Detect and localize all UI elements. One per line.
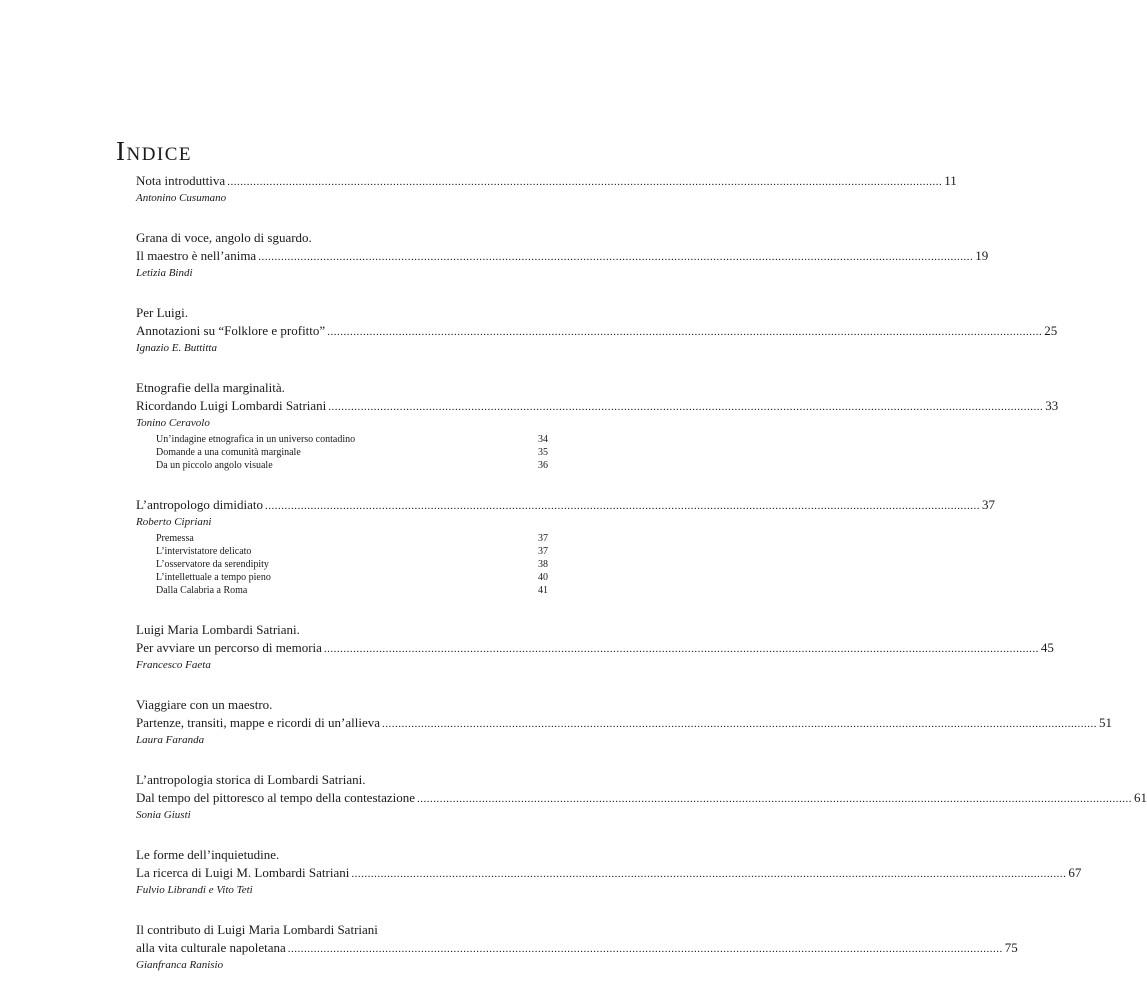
toc-subsection — [156, 545, 548, 558]
dot-leader: ............................................................................................................................................................................................................................ — [327, 326, 1043, 338]
toc-subsection-page: 37 — [538, 533, 548, 544]
toc-entry-line — [136, 771, 548, 789]
dot-leader: ............................................................................................................................................................................................................................ — [258, 251, 974, 263]
toc-entry-title: Per Luigi. — [136, 305, 188, 320]
toc-subsection-title: Un’indagine etnografica in un universo contadino — [156, 434, 356, 445]
toc-entry-line — [136, 639, 1054, 658]
toc-subsection — [156, 446, 548, 459]
dot-leader: ............................................................................................................................................................................................................................ — [227, 176, 943, 188]
toc-subsections — [136, 433, 548, 472]
toc-entry-line — [136, 172, 957, 191]
toc-subsection-page: 41 — [538, 585, 548, 596]
dot-leader: ............................................................................................................................................................................................................................ — [417, 793, 1133, 805]
toc-entry-line — [136, 846, 548, 864]
toc-subsection-title: L’osservatore da serendipity — [156, 559, 269, 570]
toc-subsection — [156, 532, 548, 545]
page-title: Indice — [116, 136, 193, 166]
toc-entry-title: L’antropologia storica di Lombardi Satriani. — [136, 772, 366, 787]
toc-subsection-page: 40 — [538, 572, 548, 583]
toc-entry-title: Ricordando Luigi Lombardi Satriani — [136, 398, 327, 413]
dot-leader: ............................................................................................................................................................................................................................ — [328, 401, 1044, 413]
toc-entry — [136, 771, 1147, 822]
toc-entry — [136, 229, 989, 280]
dot-leader: ............................................................................................................................................................................................................................ — [382, 718, 1098, 730]
toc-author: Antonino Cusumano — [136, 192, 227, 204]
toc-subsection — [156, 433, 548, 446]
toc-entry-title: Le forme dell’inquietudine. — [136, 847, 280, 862]
toc-author: Tonino Ceravolo — [136, 417, 210, 429]
toc-page-number: 33 — [1045, 398, 1059, 413]
toc-entry-title: Annotazioni su “Folklore e profitto” — [136, 323, 326, 338]
dot-leader: ............................................................................................................................................................................................................................ — [287, 943, 1003, 955]
toc-subsection-title: Premessa — [156, 533, 194, 544]
toc-entry-title: Luigi Maria Lombardi Satriani. — [136, 622, 300, 637]
toc-subsection-title: Dalla Calabria a Roma — [156, 585, 248, 596]
toc-entry-title: alla vita culturale napoletana — [136, 940, 286, 955]
toc-page-number: 45 — [1040, 640, 1054, 655]
toc-author: Ignazio E. Buttitta — [136, 342, 217, 354]
toc-page-number: 37 — [981, 497, 995, 512]
toc-entry-line — [136, 621, 548, 639]
toc-subsection-page: 38 — [538, 559, 548, 570]
toc-author: Laura Faranda — [136, 734, 205, 746]
toc-entry-title: Viaggiare con un maestro. — [136, 697, 273, 712]
toc-entry-title: L’antropologo dimidiato — [136, 497, 263, 512]
toc-author: Letizia Bindi — [136, 267, 193, 279]
toc-subsection — [156, 584, 548, 597]
dot-leader: ............................................................................................................................................................................................................................ — [351, 868, 1067, 880]
toc-subsection-title: Da un piccolo angolo visuale — [156, 460, 273, 471]
toc-entry-title: Grana di voce, angolo di sguardo. — [136, 230, 312, 245]
toc-entry-title: Il maestro è nell’anima — [136, 248, 257, 263]
dot-leader: ............................................................................................................................................................................................................................ — [323, 643, 1039, 655]
toc-author: Roberto Cipriani — [136, 516, 212, 528]
toc-entry-line — [136, 789, 1147, 808]
toc-entry-line — [136, 496, 995, 515]
toc-entry-line — [136, 864, 1082, 883]
toc-entry-title: Il contributo di Luigi Maria Lombardi Satriani — [136, 922, 378, 937]
toc-subsections — [136, 532, 548, 597]
toc-page-number: 51 — [1099, 715, 1113, 730]
toc-subsection-title: Domande a una comunità marginale — [156, 447, 301, 458]
toc-entry-line — [136, 921, 548, 939]
toc-entry-line — [136, 304, 548, 322]
toc-subsection-page: 34 — [538, 434, 548, 445]
toc-page-number: 75 — [1004, 940, 1018, 955]
toc-entry-title: Dal tempo del pittoresco al tempo della contestazione — [136, 790, 416, 805]
toc-subsection — [156, 571, 548, 584]
toc-page-number: 67 — [1068, 865, 1082, 880]
toc-entry — [136, 379, 1059, 472]
toc-subsection-title: L’intervistatore delicato — [156, 546, 252, 557]
table-of-contents — [136, 172, 1147, 996]
toc-entry — [136, 304, 1058, 355]
toc-entry — [136, 172, 957, 205]
toc-entry-line — [136, 379, 548, 397]
toc-page-number: 61 — [1134, 790, 1147, 805]
toc-subsection-page: 37 — [538, 546, 548, 557]
toc-entry-line — [136, 322, 1058, 341]
toc-entry-line — [136, 939, 1018, 958]
toc-subsection — [156, 459, 548, 472]
dot-leader: ............................................................................................................................................................................................................................ — [264, 500, 980, 512]
toc-entry-title: Nota introduttiva — [136, 173, 226, 188]
toc-subsection — [156, 558, 548, 571]
toc-entry-title: La ricerca di Luigi M. Lombardi Satriani — [136, 865, 350, 880]
toc-entry — [136, 496, 995, 597]
toc-entry-title: Partenze, transiti, mappe e ricordi di un’allieva — [136, 715, 381, 730]
toc-entry — [136, 921, 1018, 972]
toc-entry — [136, 621, 1054, 672]
toc-author: Gianfranca Ranisio — [136, 959, 224, 971]
toc-subsection-page: 36 — [538, 460, 548, 471]
toc-entry-title: Per avviare un percorso di memoria — [136, 640, 322, 655]
toc-entry-line — [136, 696, 548, 714]
toc-page-number: 11 — [944, 173, 957, 188]
toc-subsection-title: L’intellettuale a tempo pieno — [156, 572, 271, 583]
toc-entry — [136, 696, 1113, 747]
toc-author: Fulvio Librandi e Vito Teti — [136, 884, 253, 896]
toc-entry-line — [136, 229, 548, 247]
toc-entry-line — [136, 714, 1113, 733]
toc-page-number: 25 — [1044, 323, 1058, 338]
toc-author: Sonia Giusti — [136, 809, 191, 821]
toc-entry-title: Etnografie della marginalità. — [136, 380, 285, 395]
toc-author: Francesco Faeta — [136, 659, 211, 671]
toc-entry — [136, 846, 1082, 897]
toc-entry-line — [136, 397, 1059, 416]
toc-page-number: 19 — [975, 248, 989, 263]
toc-entry-line — [136, 247, 989, 266]
toc-subsection-page: 35 — [538, 447, 548, 458]
